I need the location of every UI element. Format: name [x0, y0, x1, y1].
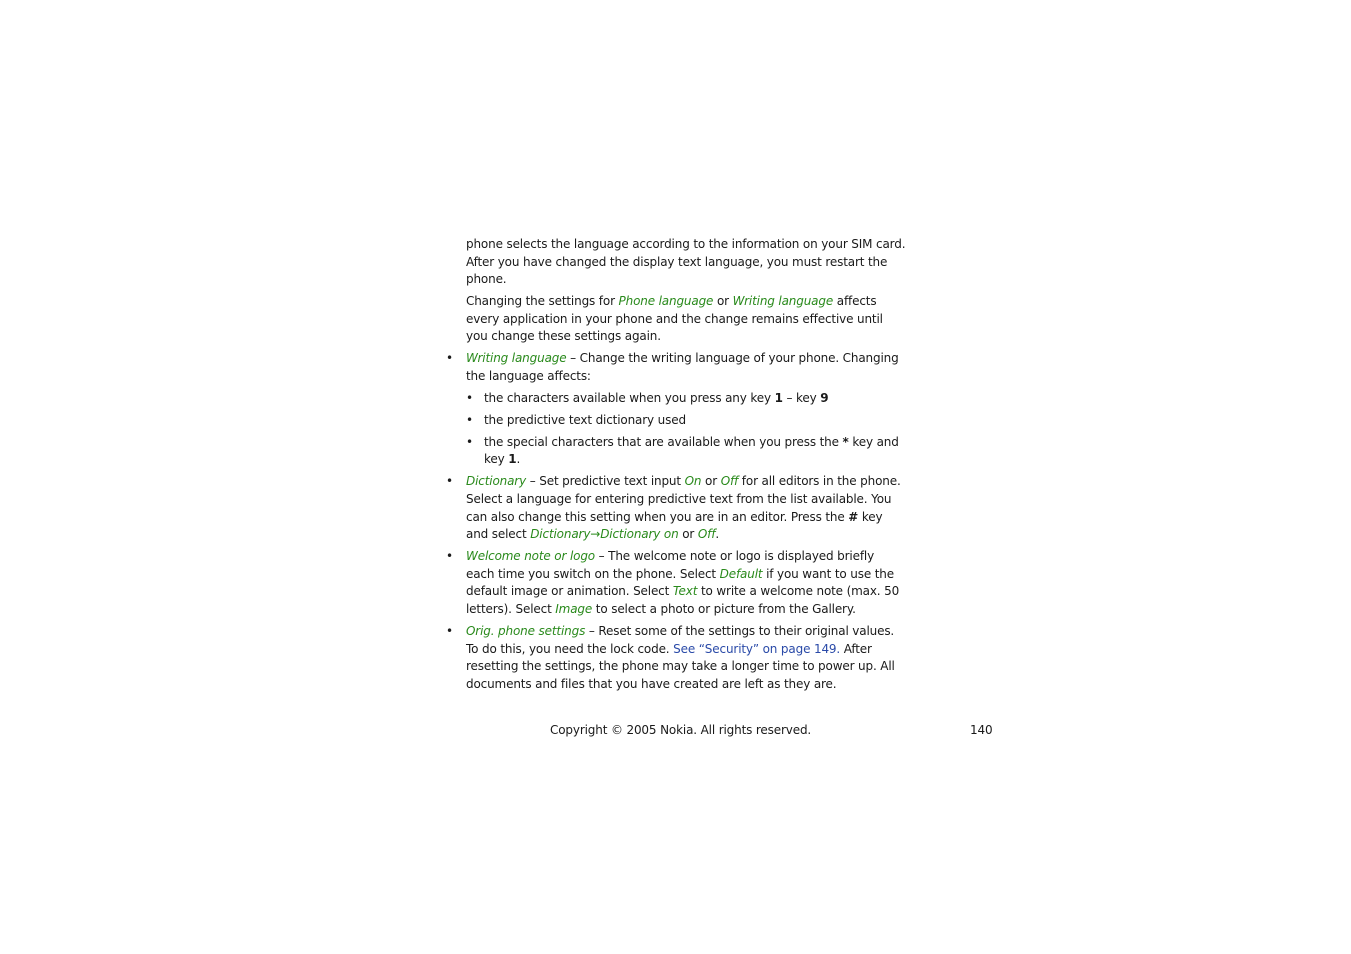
- text-span: Changing the settings for: [466, 294, 619, 309]
- term-orig-phone-settings: Orig. phone settings: [466, 624, 586, 638]
- bullet-icon: •: [466, 434, 473, 449]
- key-label: 1: [508, 452, 517, 467]
- term-off: Off: [720, 474, 739, 489]
- list-item-dictionary: [446, 473, 906, 543]
- term-dictionary: Dictionary: [466, 474, 527, 489]
- text-span: – The welcome note or logo is displayed briefly each time you switch on the phone. Select: [466, 549, 875, 581]
- term-writing-language: Writing language: [732, 294, 834, 309]
- term-on: On: [684, 474, 702, 489]
- text-span: or: [713, 294, 733, 309]
- text-span: the predictive text dictionary used: [484, 412, 686, 427]
- sub-list-item-special-characters: [466, 434, 906, 469]
- text-span: affects every application in your phone and the change remains effective until you change these settings again.: [466, 294, 883, 344]
- term-dictionary-on: Dictionary on: [600, 527, 679, 542]
- list-item-orig-phone-settings: [446, 623, 906, 693]
- text-span: After resetting the settings, the phone may take a longer time to power up. All documents and files that you have created are left as they are.: [466, 641, 895, 691]
- key-label: 9: [820, 390, 829, 405]
- term-text: Text: [672, 584, 698, 599]
- bullet-icon: •: [466, 412, 473, 427]
- page-body: [446, 236, 906, 698]
- sub-list-item-dictionary: [466, 412, 906, 430]
- sub-list-item-characters: [466, 390, 906, 408]
- text-span: the characters available when you press any key: [484, 390, 775, 405]
- text-span: if you want to use the default image or animation. Select: [466, 566, 894, 599]
- text-span: to select a photo or picture from the Gallery.: [592, 602, 856, 617]
- text-span: – Set predictive text input: [526, 474, 685, 489]
- term-welcome-note: Welcome note or logo: [466, 549, 595, 564]
- list-item-writing-language: [446, 350, 906, 385]
- arrow-icon: →: [590, 527, 601, 542]
- term-default: Default: [719, 566, 763, 581]
- text-span: for all editors in the phone. Select a language for entering predictive text from the list available. You can also change this setting when you are in an editor. Press the: [466, 474, 901, 524]
- term-image: Image: [555, 602, 593, 617]
- text-span: .: [715, 527, 719, 542]
- bullet-icon: •: [466, 390, 473, 405]
- bullet-icon: •: [446, 624, 453, 638]
- security-cross-reference-link[interactable]: See “Security” on page 149.: [673, 641, 841, 656]
- term-writing-language: Writing language: [466, 351, 567, 366]
- page-number: 140: [970, 723, 993, 737]
- copyright-notice: Copyright © 2005 Nokia. All rights reserved.: [550, 723, 812, 737]
- bullet-icon: •: [446, 474, 453, 489]
- text-span: key and key: [484, 434, 899, 467]
- text-span: to write a welcome note (max. 50 letters). Select: [466, 584, 900, 617]
- key-label: *: [842, 434, 849, 449]
- text-span: the special characters that are available when you press the: [484, 434, 843, 449]
- text-span: .: [516, 452, 521, 467]
- key-label: 1: [774, 390, 783, 405]
- text-span: – Reset some of the settings to their original values. To do this, you need the lock code.: [466, 624, 895, 656]
- bullet-icon: •: [446, 549, 453, 564]
- text-span: key and select: [466, 509, 883, 542]
- term-off: Off: [697, 527, 716, 542]
- text-span: or: [678, 527, 698, 542]
- term-phone-language: Phone language: [618, 294, 714, 309]
- text-span: – Change the writing language of your phone. Changing the language affects:: [466, 351, 899, 383]
- term-dictionary-path: Dictionary: [530, 527, 591, 542]
- intro-paragraph-2: [466, 293, 906, 346]
- text-span: or: [701, 474, 721, 489]
- bullet-icon: •: [446, 351, 453, 366]
- intro-paragraph-1: phone selects the language according to the information on your SIM card. After you have changed the display text language, you must restart the phone.: [466, 237, 906, 287]
- list-item-welcome-note: [446, 548, 906, 618]
- text-span: – key: [782, 390, 821, 405]
- key-label: #: [848, 509, 859, 524]
